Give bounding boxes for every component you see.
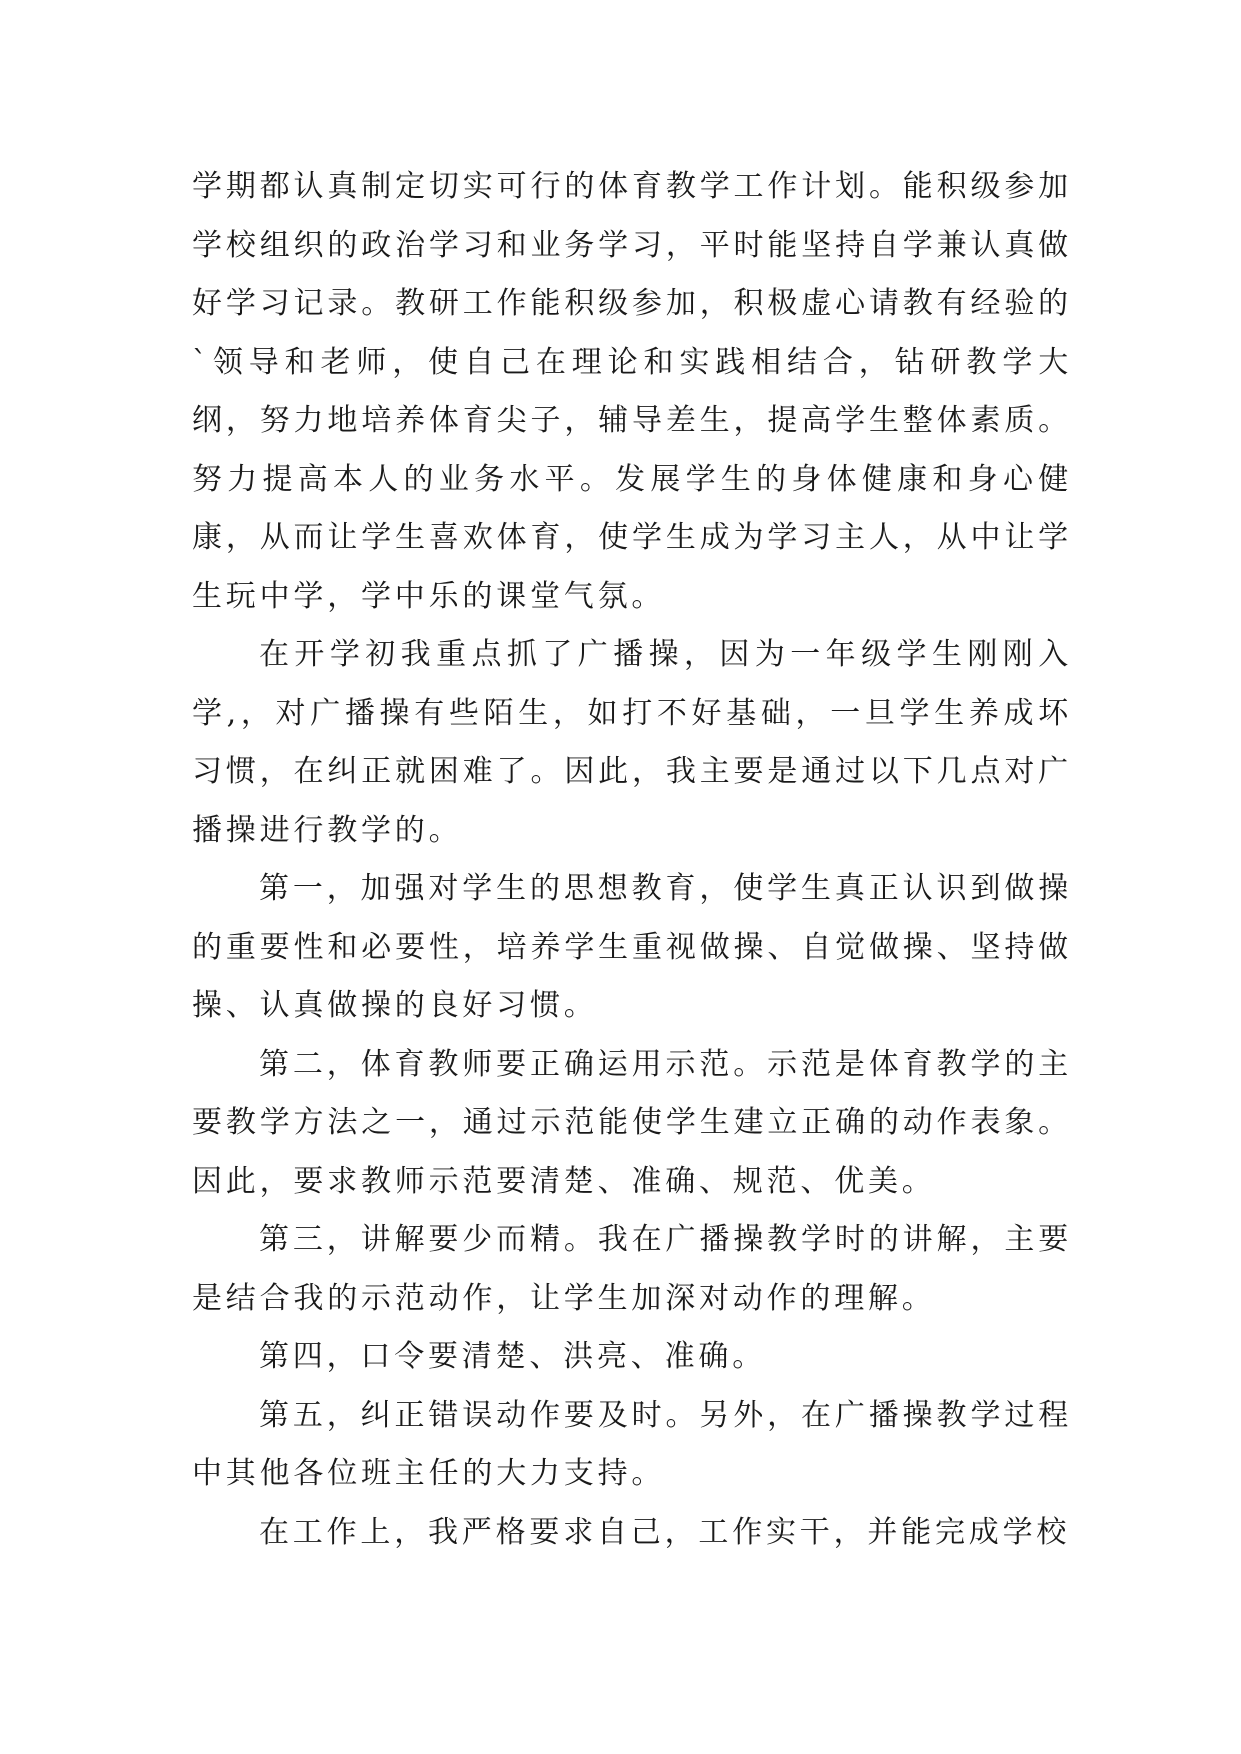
paragraph-7: 第五，纠正错误动作要及时。另外，在广播操教学过程中其他各位班主任的大力支持。 <box>192 1397 1072 1491</box>
paragraph-4: 第二，体育教师要正确运用示范。示范是体育教学的主要教学方法之一，通过示范能使学生建立正确的动作表象。因此，要求教师示范要清楚、准确、规范、优美。 <box>192 1046 1072 1199</box>
paragraph-6: 第四，口令要清楚、洪亮、准确。 <box>259 1339 766 1374</box>
paragraph-1: 学期都认真制定切实可行的体育教学工作计划。能积级参加学校组织的政治学习和业务学习，平时能坚持自学兼认真做好学习记录。教研工作能积级参加，积极虚心请教有经验的`领导和老师，使自己在理论和实践相结合，钻研教学大纲，努力地培养体育尖子，辅导差生，提高学生整体素质。努力提高本人的业务水平。发展学生的身体健康和身心健康，从而让学生喜欢体育，使学生成为学习主人，从中让学生玩中学，学中乐的课堂气氛。 <box>192 169 1072 614</box>
paragraph-3: 第一，加强对学生的思想教育，使学生真正认识到做操的重要性和必要性，培养学生重视做操、自觉做操、坚持做操、认真做操的良好习惯。 <box>192 871 1072 1023</box>
paragraph-8: 在工作上，我严格要求自己，工作实干，并能完成学校 <box>259 1514 1071 1550</box>
paragraph-2: 在开学初我重点抓了广播操，因为一年级学生刚刚入学,，对广播操有些陌生，如打不好基础，一旦学生养成坏习惯，在纠正就困难了。因此，我主要是通过以下几点对广播操进行教学的。 <box>192 637 1072 848</box>
paragraph-5: 第三，讲解要少而精。我在广播操教学时的讲解，主要是结合我的示范动作，让学生加深对动作的理解。 <box>192 1222 1072 1316</box>
document-body <box>192 158 1072 1562</box>
